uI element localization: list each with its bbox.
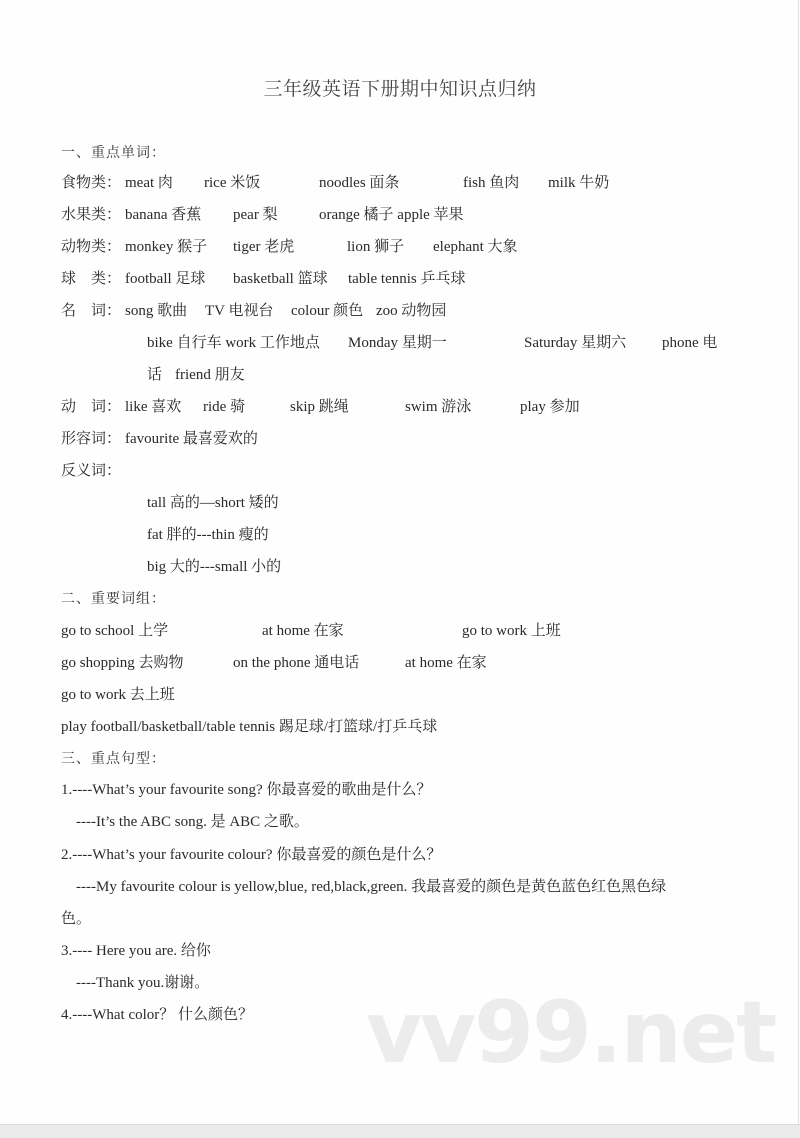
vocab-item: noodles 面条 xyxy=(319,175,400,191)
vocab-item: fish 鱼肉 xyxy=(463,175,520,191)
category-label: 形容词： xyxy=(61,431,122,447)
phrase-row: play football/basketball/table tennis 踢足球/打篮球/打乒乓球 xyxy=(61,719,438,735)
vocab-item: swim 游泳 xyxy=(405,399,472,415)
category-label: 名 词： xyxy=(61,303,122,319)
phrase-item: at home 在家 xyxy=(405,655,487,671)
category-label: 食物类： xyxy=(61,175,122,191)
phrase-item: at home 在家 xyxy=(262,623,344,639)
section-3-heading: 三、重点句型： xyxy=(61,751,166,767)
vocab-item: Monday 星期一 xyxy=(348,335,447,351)
vocab-item: banana 香蕉 xyxy=(125,207,202,223)
phrase-item: go to school 上学 xyxy=(61,623,169,639)
vocab-item: bike 自行车 work 工作地点 xyxy=(147,335,320,351)
phrase-item: on the phone 通电话 xyxy=(233,655,360,671)
vocab-item: TV 电视台 xyxy=(205,303,274,319)
vocab-item: basketball 篮球 xyxy=(233,271,328,287)
sentence-line: ----It’s the ABC song. 是 ABC 之歌。 xyxy=(76,814,309,830)
vocab-item: favourite 最喜爱欢的 xyxy=(125,431,258,447)
vocab-item: orange 橘子 apple 苹果 xyxy=(319,207,464,223)
vocab-item: play 参加 xyxy=(520,399,580,415)
vocab-item: pear 梨 xyxy=(233,207,278,223)
phrase-row: go to work 去上班 xyxy=(61,687,175,703)
vocab-item: rice 米饭 xyxy=(204,175,261,191)
vocab-item: football 足球 xyxy=(125,271,206,287)
vocab-item: milk 牛奶 xyxy=(548,175,610,191)
vocab-item: 话 xyxy=(147,367,163,383)
category-label: 水果类： xyxy=(61,207,122,223)
vocab-item: tiger 老虎 xyxy=(233,239,295,255)
sentence-line: 色。 xyxy=(61,911,92,927)
vocab-item: zoo 动物园 xyxy=(376,303,447,319)
phrase-item: go to work 上班 xyxy=(462,623,561,639)
vocab-item: friend 朋友 xyxy=(175,367,245,383)
section-1-heading: 一、重点单词： xyxy=(61,145,166,161)
vocab-item: monkey 猴子 xyxy=(125,239,208,255)
category-label: 动物类： xyxy=(61,239,122,255)
vocab-item: ride 骑 xyxy=(203,399,246,415)
vocab-item: song 歌曲 xyxy=(125,303,188,319)
sentence-line: 4.----What color？ 什么颜色？ xyxy=(61,1007,254,1023)
category-label: 球 类： xyxy=(61,271,122,287)
watermark: vv99.net xyxy=(366,983,776,1083)
sentence-line: 1.----What’s your favourite song? 你最喜爱的歌曲是什么？ xyxy=(61,782,432,798)
vocab-item: like 喜欢 xyxy=(125,399,182,415)
vocab-item: elephant 大象 xyxy=(433,239,518,255)
vocab-item: phone 电 xyxy=(662,335,718,351)
vocab-item: Saturday 星期六 xyxy=(524,335,627,351)
category-label: 动 词： xyxy=(61,399,122,415)
antonym-pair: fat 胖的---thin 瘦的 xyxy=(147,527,269,543)
document-title: 三年级英语下册期中知识点归纳 xyxy=(263,79,537,100)
antonym-pair: tall 高的—short 矮的 xyxy=(147,495,279,511)
antonym-pair: big 大的---small 小的 xyxy=(147,559,282,575)
section-2-heading: 二、重要词组： xyxy=(61,591,166,607)
sentence-line: ----Thank you.谢谢。 xyxy=(76,975,210,991)
antonyms-label: 反义词： xyxy=(61,463,122,479)
vocab-item: lion 狮子 xyxy=(347,239,405,255)
vocab-item: meat 肉 xyxy=(125,175,173,191)
vocab-item: skip 跳绳 xyxy=(290,399,349,415)
phrase-item: go shopping 去购物 xyxy=(61,655,184,671)
vocab-item: table tennis 乒乓球 xyxy=(348,271,466,287)
sentence-line: 3.---- Here you are. 给你 xyxy=(61,943,211,959)
sentence-line: ----My favourite colour is yellow,blue, red,black,green. 我最喜爱的颜色是黄色蓝色红色黑色绿 xyxy=(76,879,667,895)
page-bottom-edge xyxy=(0,1124,800,1138)
vocab-item: colour 颜色 xyxy=(291,303,364,319)
sentence-line: 2.----What’s your favourite colour? 你最喜爱的颜色是什么？ xyxy=(61,847,442,863)
